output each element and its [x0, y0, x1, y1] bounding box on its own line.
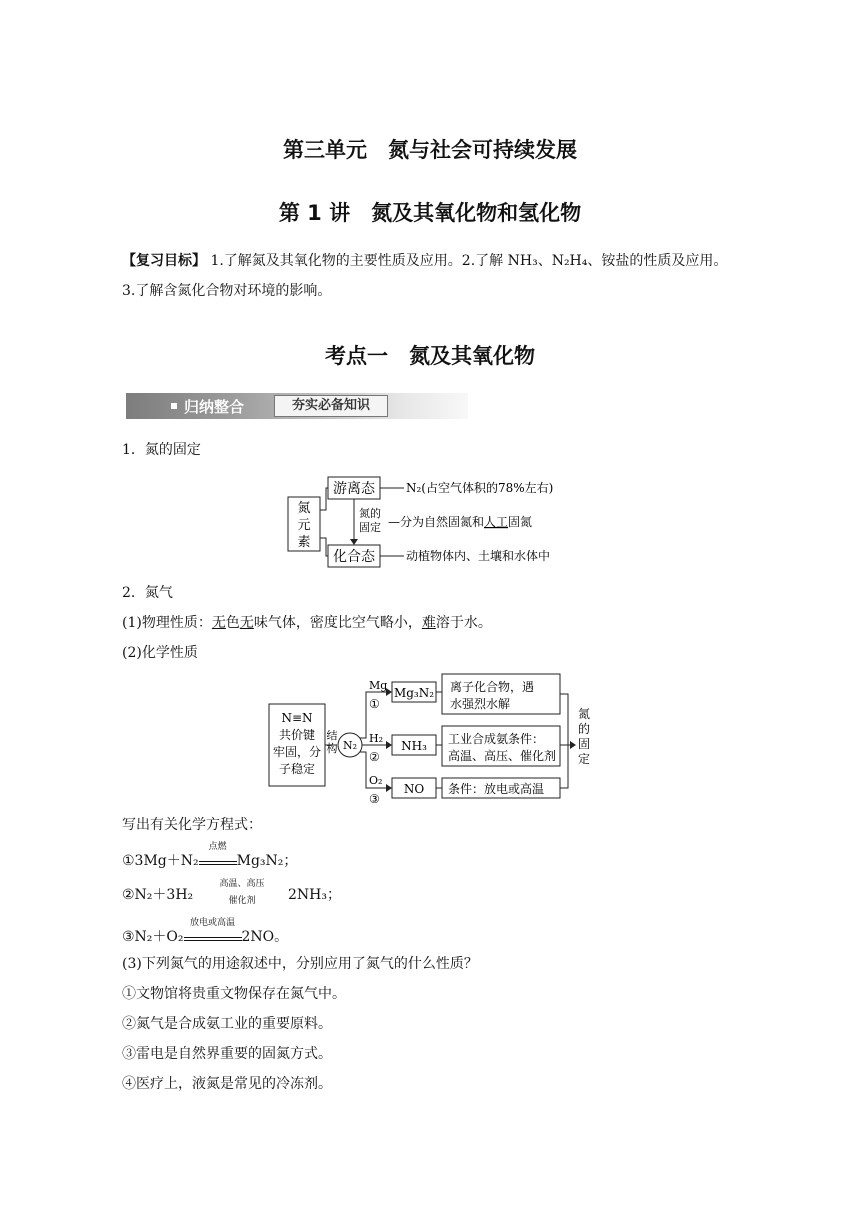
use-item-2: ②氮气是合成氨工业的重要原料。 [122, 1016, 332, 1032]
free-state-box: 游离态 [333, 481, 375, 497]
lecture-title: 第 1 讲 氮及其氧化物和氢化物 [278, 201, 582, 225]
section1-heading: 1．氮的固定 [122, 442, 201, 458]
result-char-2: 的 [577, 722, 591, 736]
equations-heading: 写出有关化学方程式： [122, 817, 262, 833]
branch3-num: ③ [369, 792, 380, 806]
physical-prefix: (1)物理性质： [122, 615, 212, 631]
branch3-reagent: O₂ [369, 774, 383, 787]
structure-line-1: N≡N [281, 711, 313, 725]
uses-heading: (3)下列氮气的用途叙述中，分别应用了氮气的什么性质？ [122, 956, 478, 972]
branch2-product: NH₃ [401, 739, 427, 753]
branch1-product: Mg₃N₂ [393, 686, 435, 700]
result-char-4: 定 [577, 752, 591, 766]
branch1-desc-1: 离子化合物，遇 [450, 680, 535, 694]
unit-title: 第三单元 氮与社会可持续发展 [283, 138, 577, 162]
free-state-desc: N₂(占空气体积的78%左右) [406, 481, 554, 495]
physical-properties [122, 613, 492, 633]
branch3-desc: 条件：放电或高温 [448, 782, 545, 796]
branch2-num: ② [369, 750, 380, 764]
review-goal-text1: 1.了解氮及其氧化物的主要性质及应用。2.了解 NH₃、N₂H₄、铵盐的性质及应用。 [210, 253, 728, 269]
chemical-heading: (2)化学性质 [122, 645, 198, 661]
structure-label-1: 结 [326, 729, 338, 742]
element-char-2: 元 [297, 518, 311, 533]
branch1-num: ① [369, 697, 380, 711]
n2-center-node: N₂ [342, 739, 358, 752]
eq2-left: ②N₂＋3H₂ [122, 887, 194, 903]
use-item-4: ④医疗上，液氮是常见的冷冻剂。 [122, 1076, 332, 1092]
equation-3 [122, 918, 289, 947]
eq1-left: ①3Mg＋N₂ [122, 853, 199, 869]
eq3-left: ③N₂＋O₂ [122, 929, 184, 945]
use-item-3: ③雷电是自然界重要的固氮方式。 [122, 1046, 332, 1062]
fixation-desc-underlined: 人工 [484, 515, 509, 529]
structure-line-2: 共价键 [278, 728, 316, 742]
branch2-reagent: H₂ [369, 732, 384, 745]
element-char-3: 素 [297, 535, 311, 550]
physical-t3: 溶于水。 [435, 615, 492, 631]
chemical-properties-diagram [266, 672, 596, 806]
result-char-3: 固 [577, 737, 591, 751]
structure-line-3: 牢固，分 [272, 745, 322, 759]
section-banner [126, 393, 468, 419]
branch2-desc-2: 高温、高压、催化剂 [448, 749, 557, 763]
review-goal-label: 【复习目标】 [122, 253, 206, 269]
physical-t2: 味气体，密度比空气略小， [253, 615, 422, 631]
equation-1 [122, 842, 298, 871]
physical-u3: 难 [421, 615, 436, 631]
equation-2 [122, 885, 193, 905]
result-char-1: 氮 [577, 707, 591, 721]
branch1-desc-2: 水强烈水解 [450, 697, 511, 711]
fixation-desc-suffix: 固氮 [508, 515, 533, 529]
eq1-right: Mg₃N₂； [236, 853, 298, 869]
physical-u2: 无 [239, 615, 254, 631]
eq3-condition: 放电或高温 [190, 918, 236, 928]
topic-title: 考点一 氮及其氧化物 [325, 344, 535, 368]
structure-label-2: 构 [326, 742, 338, 755]
combined-state-box: 化合态 [333, 549, 375, 565]
banner-left: 归纳整合 [184, 398, 245, 416]
review-goal-line1 [122, 251, 727, 271]
fixation-desc [388, 514, 532, 529]
eq2-right: 2NH₃； [288, 887, 341, 903]
eq2-condition-top: 高温、高压 [219, 879, 265, 889]
combined-state-desc: 动植物体内、土壤和水体中 [406, 549, 551, 563]
eq3-right: 2NO。 [241, 929, 289, 945]
physical-u1: 无 [211, 615, 226, 631]
element-char-1: 氮 [297, 501, 311, 516]
nitrogen-fixation-diagram [280, 470, 590, 576]
fixation-label-2: 固定 [359, 521, 381, 534]
physical-t1: 色 [225, 615, 240, 631]
review-goal-line2: 3.了解含氮化合物对环境的影响。 [122, 283, 332, 299]
fixation-desc-prefix: —分为自然固氮和 [388, 515, 485, 529]
branch2-desc-1: 工业合成氨条件： [448, 732, 545, 746]
banner-right: 夯实必备知识 [274, 395, 388, 417]
use-item-1: ①文物馆将贵重文物保存在氮气中。 [122, 986, 346, 1002]
section2-heading: 2．氮气 [122, 585, 173, 601]
square-bullet-icon [171, 403, 177, 409]
eq2-condition-bottom: 催化剂 [228, 896, 256, 906]
structure-line-4: 子稳定 [278, 762, 316, 776]
branch1-reagent: Mg [369, 679, 388, 692]
fixation-label-1: 氮的 [359, 507, 381, 520]
branch3-product: NO [403, 782, 425, 796]
eq1-condition: 点燃 [208, 842, 227, 852]
